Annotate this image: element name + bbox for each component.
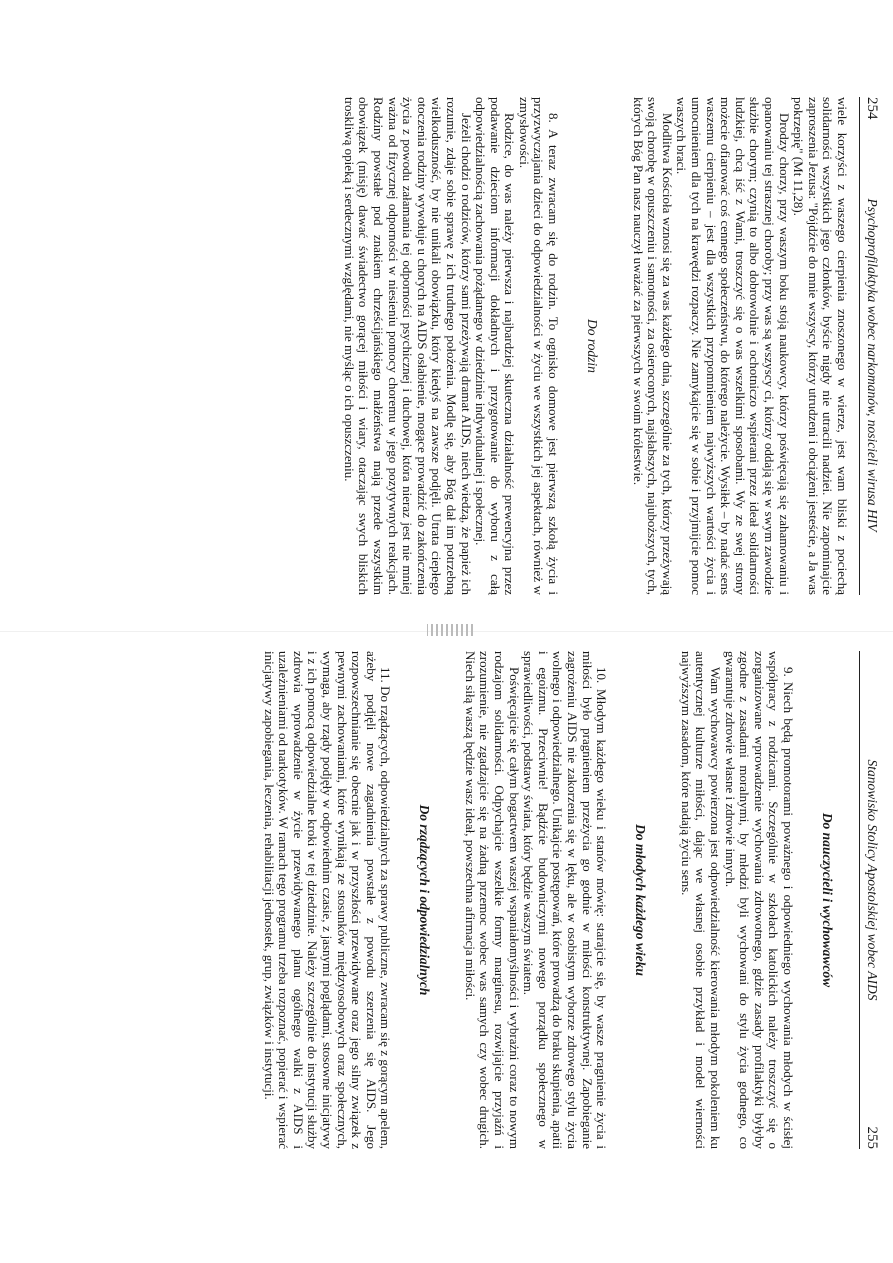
page-255-column bbox=[0, 651, 893, 1149]
section-heading-mlodzi: Do młodych każdego wieku bbox=[633, 824, 649, 976]
page-255-body bbox=[261, 651, 849, 1149]
running-head-255 bbox=[863, 651, 881, 1149]
header-rule-255 bbox=[859, 651, 860, 1149]
running-title-255: Stanowisko Stolicy Apostolskiej wobec AIDS bbox=[865, 759, 880, 1001]
page-255 bbox=[0, 632, 893, 1263]
paragraph: Wam wychowawcy powierzona jest odpowiedzialność kierowania młodym pokoleniem ku autentycznej kulturze miłości, dając we własnej osobie przykład i model wierności najwyższym zasadom, które nadają życiu sens. bbox=[678, 651, 724, 1149]
paragraph: Jeżeli chodzi o rodziców, którzy sami przeżywają dramat AIDS, niech wiedzą, że papież ich rozumie, zdaje sobie sprawę z ich trudnego położenia. Modlę się, aby Bóg dał im potrzebną wielkoduszność, by nie unikali obowiązku, który kiedyś na zawsze podjęli. Utrata ciepłego otoczenia rodziny wywołuje u chorych na AIDS osłabienie, mogące prowadzić do zakończenia życia z powodu załamania tej odporności psychicznej i duchowej, która nieraz jest nie mniej ważna od fizycznej odporności w niesieniu pomocy choremu w jego pozytywnych reakcjach. Rodziny powstałe pod znakiem chrześcijańskiego małżeństwa mają przede wszystkim obowiązek (misję) dawać świadectwo gorącej miłości i wiary, otaczając swych bliskich troskliwą opieką i serdecznymi względami, nie myśląc o ich opuszczeniu. bbox=[341, 97, 474, 595]
page-number-254: 254 bbox=[864, 97, 880, 120]
section-heading-nauczyciele: Do nauczycieli i wychowawców bbox=[820, 812, 835, 988]
page-254-body bbox=[341, 97, 849, 595]
running-head-254 bbox=[863, 97, 881, 595]
header-rule-254 bbox=[859, 97, 860, 595]
paragraph: Rodzice, do was należy pierwsza i najbardziej skuteczna działalność prewencyjna przez podawanie dzieciom informacji dokładnych i przygotowanie do wyboru z całą odpowiedzialnością zachowania pożądanego w dziedzinie indywidualnej i społecznej. bbox=[473, 97, 518, 595]
paragraph: 9. Niech będą promotorami poważnego i odpowiedniego wychowania młodych w ścisłej współpracy z rodzicami. Szczególnie w szkołach katolickich należy troszczyć się o zorganizowane wprowadzenie wychowania zdrowotnego, gdzie zasady profilaktyki byłyby zgodne z zasadami moralnymi, by młodzi byli wychowani do stylu życia godnego, co gwarantuje zdrowie własne i zdrowie innych. bbox=[722, 651, 796, 1149]
paragraph: 8. A teraz zwracam się do rodzin. To ognisko domowe jest pierwszą szkołą życia i przyzwyczajania dzieci do odpowiedzialności w życiu we wszystkich jej aspektach, również w zmysłowości. bbox=[516, 97, 562, 595]
paragraph: Modlitwa Kościoła wznosi się za was każdego dnia, szczególnie za tych, którzy przeżywają swoją chorobę w opuszczeniu i samotności, za osieroconych, najsłabszych, najuboższych, tych, których Bóg Pan nasz nauczył uważać za pierwszych w swoim królestwie. bbox=[630, 97, 675, 595]
paragraph: wiele korzyści z waszego cierpienia znoszonego w wierze, jest wam bliski z pociechą solidarności wszystkich jego członków, byście nigdy nie utracili nadziei. Nie zapominajcie zaproszenia Jezusa: "Pójdźcie do mnie wszyscy, którzy utrudzeni i obciążeni jesteście, a Ja was pokrzepię" (Mt 11,28). bbox=[791, 97, 850, 595]
page-number-255: 255 bbox=[864, 1126, 880, 1149]
running-title-254: Psychoprofilaktyka wobec narkomanów, nosicieli wirusa HIV bbox=[865, 198, 880, 532]
paragraph: 10. Młodym każdego wieku i stanów mówię: starajcie się, by wasze pragnienie życia i miłości było pragnieniem przeżycia go godnie w miłości konstruktywnej. Zapobieganie zagrożeniu AIDS nie zakorzenia się w lęku, ale w osobistym wyborze zdrowego stylu życia wolnego i odpowiedzialnego. Unikajcie postępowań, które prowadzą do braku skupienia, apatii i egoizmu. Przeciwnie! Bądźcie budowniczymi nowego porządku społecznego w sprawiedliwości, podstawy świata, który będzie waszym światem. bbox=[521, 651, 610, 1149]
page-254-column bbox=[0, 97, 893, 595]
paragraph: Poświęcajcie się całym bogactwem waszej wspaniałomyślności i wybrażni coraz to nowym rodzajom solidarności. Odpychajcie wszelkie formy marginesu, rozwijajcie przyjaźń i zrozumienie, nie zgadzajcie się na żadną przemoc wobec was samych czy wobec drugich. Niech siłą waszą będzie wasz ideał, powszechna afirmacja miłości. bbox=[462, 651, 522, 1149]
page-254 bbox=[0, 0, 893, 631]
section-heading-do-rodzin: Do rodzin bbox=[585, 319, 601, 373]
paragraph: Drodzy chorzy, przy waszym boku stoją naukowcy, którzy poświęcają się zahamowaniu i opanowaniu tej strasznej choroby; przy was są wszyscy ci, którzy oddają się w swym zawodzie służbie chorym; czynią to albo dobrowolnie i ochotniczo wspierani przez ideał solidarności ludzkiej, chcą iść z Wami, troszczyć się o was wszelkimi sposobami. Wy ze swej strony możecie ofiarować coś cennego społeczeństwu, do którego należycie. Wysiłek – by nadać sens waszemu cierpieniu – jest dla wszystkich przypomnieniem najwyższych wartości życia i umocnieniem dla tych na krawędzi rozpaczy. Nie zamykajcie się w sobie i przyjmijcie pomoc waszych braci. bbox=[674, 97, 792, 595]
section-heading-rzadzacy: Do rządzących i odpowiedzialnych bbox=[417, 804, 433, 996]
paragraph: 11. Do rządzących, odpowiedzialnych za sprawy publiczne, zwracam się z gorącym apelem, ażeby podjęli nowe zagadnienia powstałe z powodu szerzenia się AIDS. Jego rozpowszechnianie się obecnie jak i w przyszłości przewidywane oraz jego silny związek z pewnymi zachowaniami, które wynikają ze stosunków międzyosobowych oraz społecznych, wymaga, aby rządy podjęły w odpowiednim czasie, z jasnymi poglądami, stosowne inicjatywy i z ich pomocą odpowiedzialne kroki w tej dziedzinie. Należy szczególnie do instytucji służby zdrowia wprowadzenie w życie przewidywanego planu ogólnego walki z AIDS i uzależnieniami od narkotyków. W ramach tego programu trzeba rozpoznać, popierać i wspierać inicjatywy zapobiegania, leczenia, rehabilitacji jednostek, grup, związków i instytucji. bbox=[261, 651, 394, 1149]
